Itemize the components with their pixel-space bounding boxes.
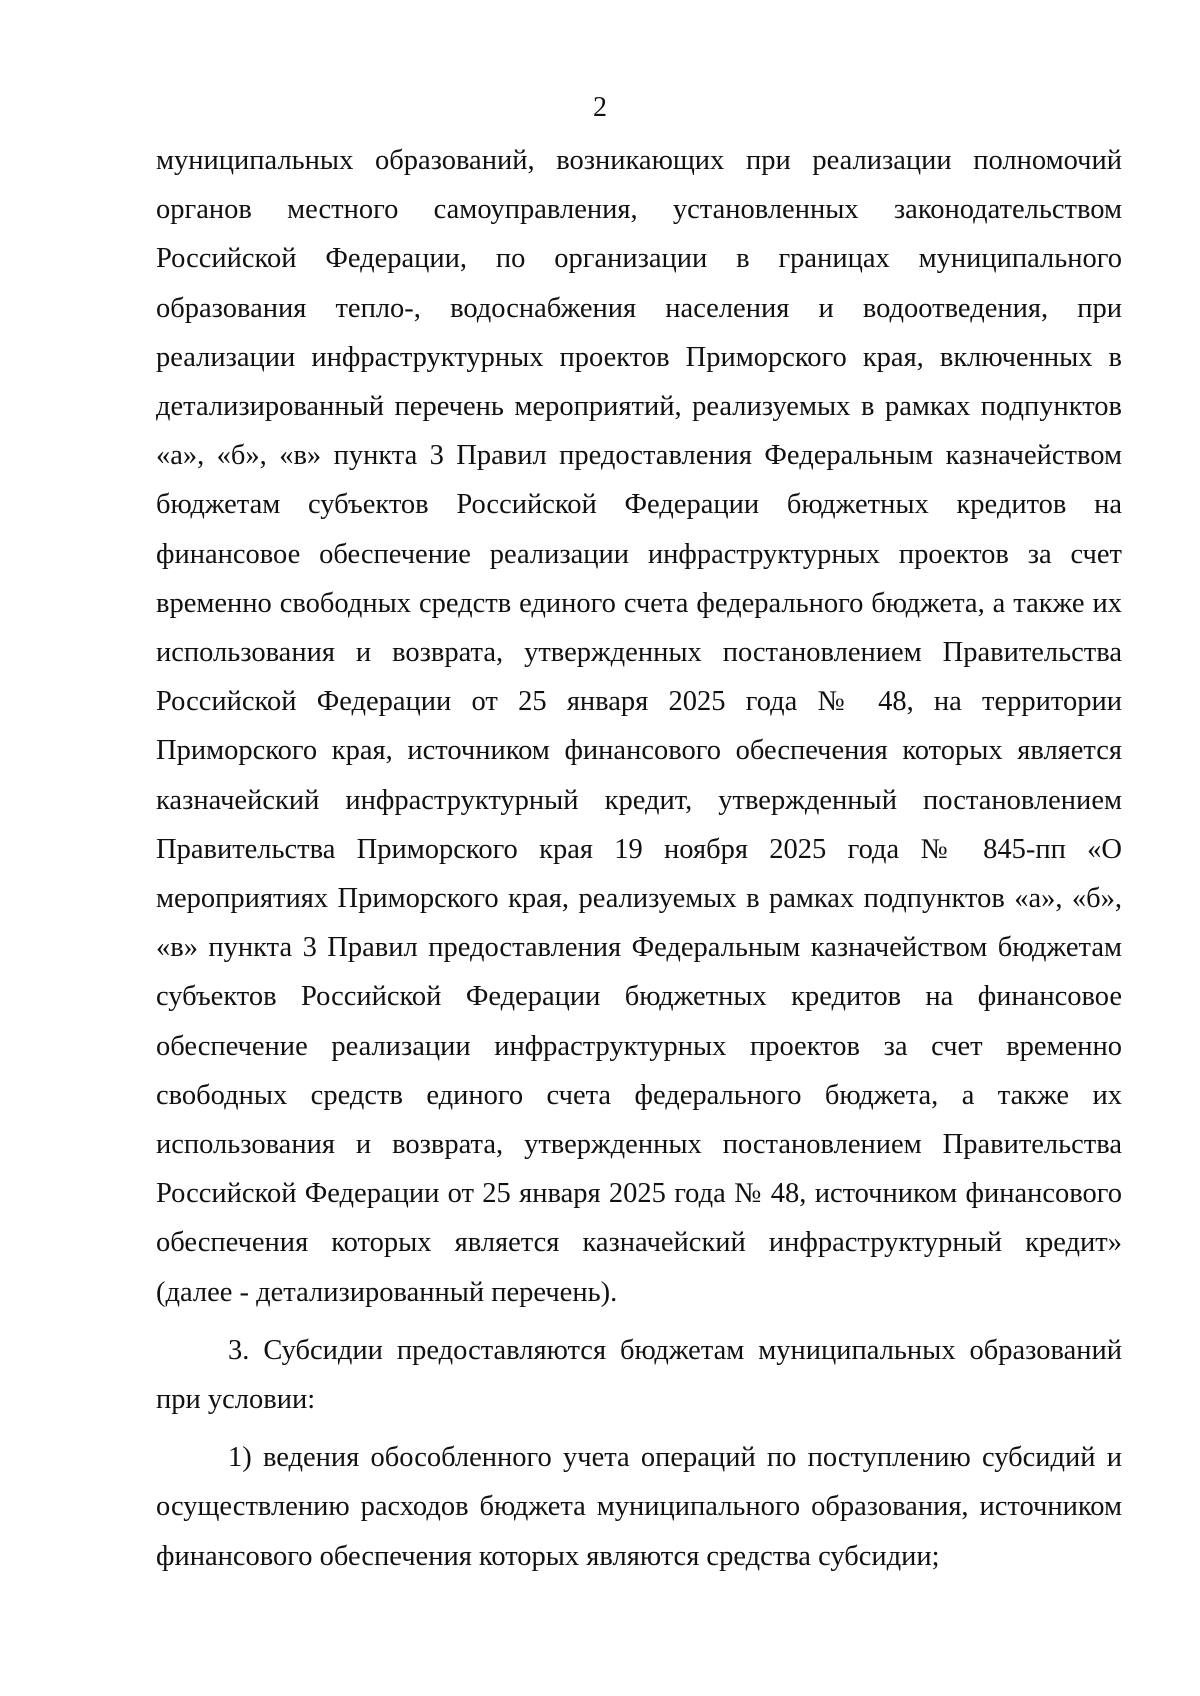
document-body (156, 136, 1122, 1581)
page-number: 2 (593, 92, 607, 123)
paragraph-continuation: муниципальных образований, возникающих при реализации полномочий органов местного самоуправления, установленных законодательством Российской Федерации, по организации в границах муниципального образования тепло-, водоснабжения населения и водоотведения, при реализации инфраструктурных проектов Приморского края, включенных в детализированный перечень мероприятий, реализуемых в рамках подпунктов «а», «б», «в» пункта 3 Правил предоставления Федеральным казначейством бюджетам субъектов Российской Федерации бюджетных кредитов на финансовое обеспечение реализации инфраструктурных проектов за счет временно свободных средств единого счета федерального бюджета, а также их использования и возврата, утвержденных постановлением Правительства Российской Федерации от 25 января 2025 года № 48, на территории Приморского края, источником финансового обеспечения которых является казначейский инфраструктурный кредит, утвержденный постановлением Правительства Приморского края 19 ноября 2025 года № 845-пп «О мероприятиях Приморского края, реализуемых в рамках подпунктов «а», «б», «в» пункта 3 Правил предоставления Федеральным казначейством бюджетам субъектов Российской Федерации бюджетных кредитов на финансовое обеспечение реализации инфраструктурных проектов за счет временно свободных средств единого счета федерального бюджета, а также их использования и возврата, утвержденных постановлением Правительства Российской Федерации от 25 января 2025 года № 48, источником финансового обеспечения которых является казначейский инфраструктурный кредит» (далее - детализированный перечень). (156, 145, 1122, 1308)
paragraph-subclause-1: 1) ведения обособленного учета операций по поступлению субсидий и осуществлению расходов бюджета муниципального образования, источником финансового обеспечения которых являются средства субсидии; (156, 1442, 1122, 1572)
paragraph-clause-3: 3. Субсидии предоставляются бюджетам муниципальных образований при условии: (156, 1334, 1122, 1416)
